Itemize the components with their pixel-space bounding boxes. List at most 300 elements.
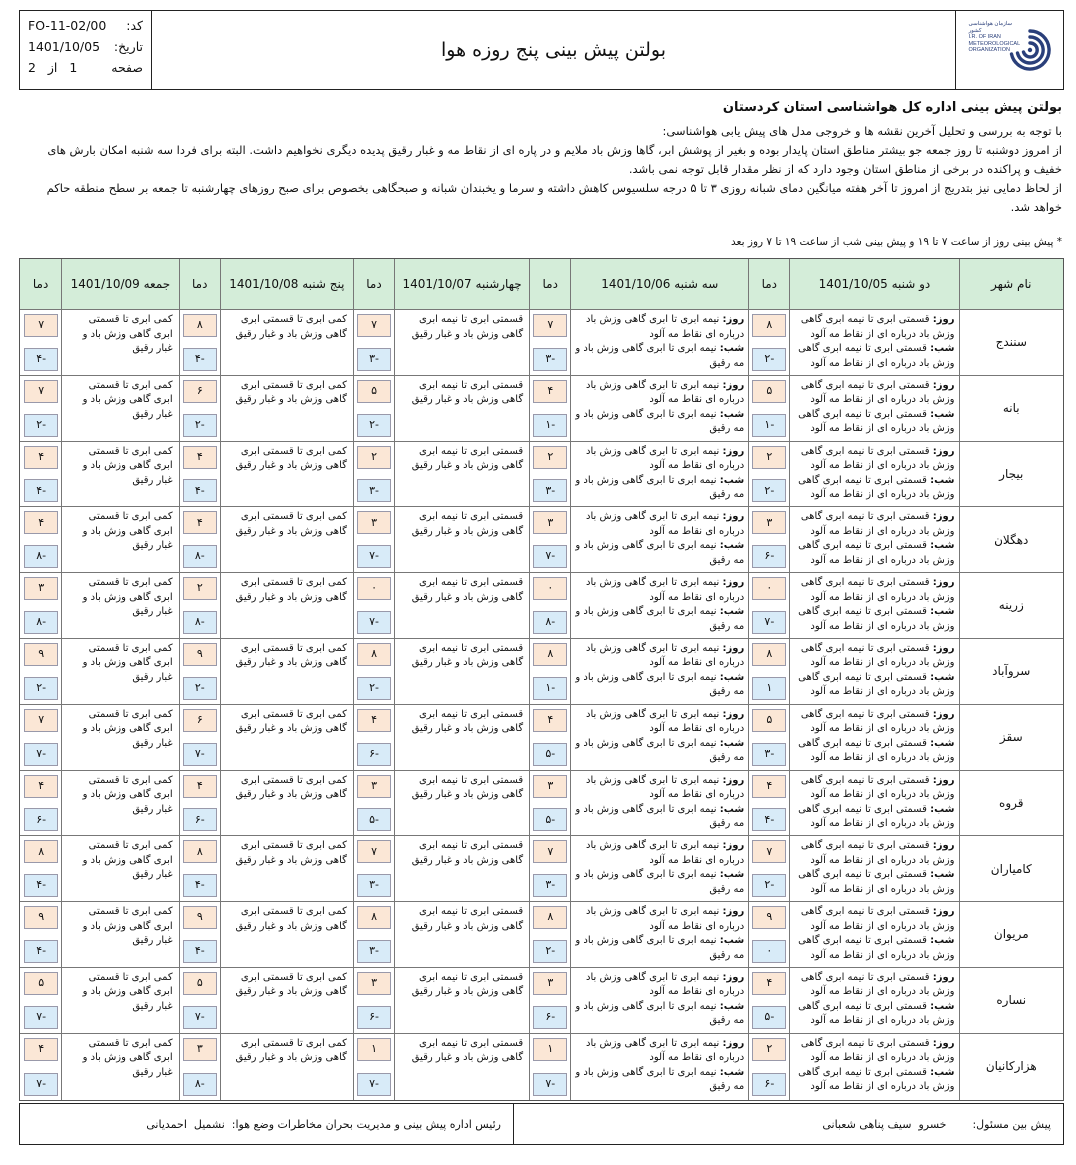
- temp-min: -۶: [357, 1006, 391, 1029]
- day-label: روز:: [722, 971, 745, 983]
- temp-min: -۲: [183, 414, 217, 437]
- chief-first-name: نشمیل: [193, 1117, 225, 1131]
- forecaster-cell: [513, 1104, 1063, 1144]
- temp-max: ۳: [533, 972, 567, 995]
- temp-min: -۷: [357, 545, 391, 568]
- day-label: روز:: [722, 840, 745, 852]
- temp-max: ۰: [357, 577, 391, 600]
- forecast-cell: قسمتی ابری تا نیمه ابری گاهی وزش باد و غبار رقیق: [394, 639, 529, 704]
- day-label: روز:: [722, 511, 745, 523]
- temp-max: ۲: [752, 446, 786, 469]
- night-forecast: نیمه ابری تا ابری گاهی وزش باد و مه رقیق: [575, 671, 745, 698]
- forecast-cell: [789, 705, 958, 770]
- night-label: شب:: [930, 408, 955, 420]
- forecast-cell: کمی ابری تا قسمتی ابری گاهی وزش باد و غبار رقیق: [61, 639, 178, 704]
- temp-max: ۹: [183, 643, 217, 666]
- temp-min: -۵: [752, 1006, 786, 1029]
- temp-min: -۴: [183, 479, 217, 502]
- intro-heading: بولتن پیش بینی اداره کل هواشناسی استان کردستان: [722, 100, 1062, 115]
- forecast-cell: کمی ابری تا قسمتی ابری گاهی وزش باد و غبار رقیق: [61, 902, 178, 967]
- temp-cell: [529, 639, 570, 704]
- page-label: صفحه: [111, 60, 143, 75]
- temp-cell: [353, 573, 394, 638]
- forecast-cell: قسمتی ابری تا نیمه ابری گاهی وزش باد و غبار رقیق: [394, 836, 529, 901]
- logo-spiral-icon: [1007, 27, 1053, 73]
- night-forecast: نیمه ابری تا ابری گاهی وزش باد و مه رقیق: [575, 474, 745, 501]
- night-forecast: نیمه ابری تا ابری گاهی وزش باد و مه رقیق: [575, 1066, 745, 1093]
- day-label: روز:: [722, 314, 745, 325]
- night-forecast: نیمه ابری تا ابری گاهی وزش باد و مه رقیق: [575, 606, 745, 632]
- logo-text-fa: سازمان هواشناسی کشور: [968, 21, 1013, 34]
- forecast-cell: کمی ابری تا قسمتی ابری گاهی وزش باد و غبار رقیق: [220, 902, 353, 967]
- forecast-cell: قسمتی ابری تا نیمه ابری گاهی وزش باد و غبار رقیق: [394, 310, 529, 375]
- forecast-cell: [789, 771, 958, 836]
- table-row: [20, 442, 1063, 508]
- temp-cell: [353, 771, 394, 836]
- header-day-5: جمعه 1401/10/09: [61, 259, 178, 309]
- night-label: شب:: [930, 737, 955, 749]
- logo-text-en: I.R. OF IRAN METEOROLOGICAL ORGANIZATION: [968, 34, 1020, 53]
- date-label: تاریخ:: [113, 39, 143, 54]
- day-label: روز:: [932, 840, 955, 852]
- night-label: شب:: [719, 1066, 745, 1078]
- temp-max: ۴: [533, 380, 567, 403]
- temp-min: -۷: [752, 611, 786, 634]
- intro-paragraph-2: از امروز دوشنبه تا روز جمعه جو بیشتر مناطق استان پایدار بوده و بغیر از پوشش ابر، گاها وزش باد ملایم و در پاره ای از نقاط مه و غبار رقیق پدیده دیگری نخواهیم داشت. البته برای فردا سه شنبه امکان بارش های خفیف و پراکنده در برخی از مناطق استان وجود دارد که از نظر مقدار قابل توجه نمی باشد.: [47, 143, 1062, 176]
- forecast-cell: کمی ابری تا قسمتی ابری گاهی وزش باد و غبار رقیق: [61, 705, 178, 770]
- temp-min: -۳: [357, 479, 391, 502]
- day-forecast: نیمه ابری تا ابری گاهی وزش باد درباره ای نقاط مه آلود: [586, 1037, 745, 1064]
- temp-min: -۶: [183, 808, 217, 831]
- day-forecast: نیمه ابری تا ابری گاهی وزش باد درباره ای نقاط مه آلود: [586, 971, 745, 998]
- temp-min: -۷: [183, 1006, 217, 1029]
- day-label: روز:: [932, 774, 955, 786]
- night-forecast: قسمتی ابری تا نیمه ابری گاهی وزش باد درباره ای از نقاط مه آلود: [798, 737, 955, 764]
- temp-min: -۲: [533, 940, 567, 963]
- temp-min: -۴: [24, 348, 58, 371]
- day-forecast: قسمتی ابری تا نیمه ابری گاهی وزش باد درباره ای از نقاط مه آلود: [800, 774, 955, 801]
- forecast-cell: [789, 310, 958, 375]
- temp-min: -۶: [752, 1073, 786, 1096]
- temp-min: -۸: [183, 611, 217, 634]
- night-forecast: قسمتی ابری تا نیمه ابری گاهی وزش باد درباره ای از نقاط مه آلود: [798, 540, 955, 566]
- temp-cell: [179, 310, 220, 375]
- night-label: شب:: [930, 474, 955, 486]
- day-label: روز:: [722, 445, 745, 457]
- temp-cell: [20, 771, 61, 836]
- day-label: روز:: [932, 906, 955, 918]
- night-forecast: قسمتی ابری تا نیمه ابری گاهی وزش باد درباره ای از نقاط مه آلود: [798, 1066, 955, 1093]
- temp-cell: [529, 1034, 570, 1100]
- table-row: [20, 639, 1063, 705]
- temp-min: ۱: [752, 677, 786, 700]
- header-day-1: دو شنبه 1401/10/05: [789, 259, 958, 309]
- temp-cell: [353, 902, 394, 967]
- temp-min: -۴: [24, 479, 58, 502]
- day-label: روز:: [932, 511, 955, 523]
- city-name: سنندج: [959, 310, 1064, 375]
- forecast-cell: کمی ابری تا قسمتی ابری گاهی وزش باد و غبار رقیق: [220, 310, 353, 375]
- code-label: کد:: [126, 18, 143, 33]
- temp-min: -۷: [357, 1073, 391, 1096]
- temp-min: -۳: [533, 348, 567, 371]
- forecast-cell: کمی ابری تا قسمتی ابری گاهی وزش باد و غبار رقیق: [61, 310, 178, 375]
- forecast-cell: [789, 639, 958, 704]
- forecast-cell: کمی ابری تا قسمتی ابری گاهی وزش باد و غبار رقیق: [220, 968, 353, 1033]
- table-header-row: [20, 259, 1063, 310]
- temp-min: -۶: [533, 1006, 567, 1029]
- day-label: روز:: [722, 642, 745, 654]
- temp-max: ۲: [357, 446, 391, 469]
- temp-min: -۸: [183, 1073, 217, 1096]
- city-name: نساره: [959, 968, 1064, 1033]
- temp-min: -۳: [533, 479, 567, 502]
- day-label: روز:: [932, 577, 955, 589]
- night-label: شب:: [930, 606, 955, 618]
- forecast-cell: قسمتی ابری تا نیمه ابری گاهی وزش باد و غبار رقیق: [394, 573, 529, 638]
- forecast-cell: کمی ابری تا قسمتی ابری گاهی وزش باد و غبار رقیق: [220, 442, 353, 507]
- temp-max: ۸: [24, 840, 58, 863]
- temp-max: ۱: [357, 1038, 391, 1061]
- temp-cell: [20, 705, 61, 770]
- temp-min: -۳: [357, 940, 391, 963]
- city-name: مریوان: [959, 902, 1064, 967]
- day-forecast: قسمتی ابری تا نیمه ابری گاهی وزش باد درباره ای از نقاط مه آلود: [800, 577, 955, 603]
- header-day-2: سه شنبه 1401/10/06: [570, 259, 748, 309]
- night-label: شب:: [930, 540, 955, 552]
- night-label: شب:: [719, 1000, 745, 1012]
- temp-cell: [529, 836, 570, 901]
- temp-max: ۰: [533, 577, 567, 600]
- temp-max: ۲: [752, 1038, 786, 1061]
- temp-cell: [748, 1034, 789, 1100]
- city-name: بانه: [959, 376, 1064, 441]
- header-temp-4: دما: [179, 259, 220, 309]
- night-label: شب:: [930, 1066, 955, 1078]
- forecast-cell: کمی ابری تا قسمتی ابری گاهی وزش باد و غبار رقیق: [220, 507, 353, 572]
- temp-min: -۸: [533, 611, 567, 634]
- forecast-cell: [570, 771, 748, 836]
- temp-max: ۸: [183, 840, 217, 863]
- day-forecast: قسمتی ابری تا نیمه ابری گاهی وزش باد درباره ای از نقاط مه آلود: [800, 906, 955, 932]
- forecast-cell: [570, 507, 748, 572]
- temp-min: -۳: [752, 743, 786, 766]
- temp-max: ۴: [183, 775, 217, 798]
- city-name: قروه: [959, 771, 1064, 836]
- temp-cell: [748, 705, 789, 770]
- forecast-cell: کمی ابری تا قسمتی ابری گاهی وزش باد و غبار رقیق: [61, 968, 178, 1033]
- temp-cell: [529, 573, 570, 638]
- night-label: شب:: [719, 474, 745, 486]
- table-row: [20, 902, 1063, 968]
- signature-footer: [19, 1103, 1064, 1145]
- temp-min: -۴: [183, 874, 217, 897]
- night-label: شب:: [719, 803, 745, 815]
- temp-cell: [529, 705, 570, 770]
- temp-min: -۶: [752, 545, 786, 568]
- day-forecast: نیمه ابری تا ابری گاهی وزش باد درباره ای نقاط مه آلود: [586, 774, 745, 801]
- forecast-cell: [789, 968, 958, 1033]
- header-day-3: چهارشنبه 1401/10/07: [394, 259, 529, 309]
- temp-max: ۹: [183, 906, 217, 929]
- chief-label: رئیس اداره پیش بینی و مدیریت بحران مخاطرات وضع هوا:: [231, 1117, 501, 1131]
- city-name: سروآباد: [959, 639, 1064, 704]
- temp-max: ۳: [533, 511, 567, 534]
- night-forecast: قسمتی ابری تا نیمه ابری گاهی وزش باد درباره ای از نقاط مه آلود: [798, 935, 955, 961]
- forecast-cell: [570, 442, 748, 507]
- forecast-cell: کمی ابری تا قسمتی ابری گاهی وزش باد و غبار رقیق: [220, 1034, 353, 1100]
- day-label: روز:: [932, 708, 955, 720]
- day-forecast: قسمتی ابری تا نیمه ابری گاهی وزش باد درباره ای از نقاط مه آلود: [800, 840, 955, 866]
- day-forecast: قسمتی ابری تا نیمه ابری گاهی وزش باد درباره ای از نقاط مه آلود: [800, 971, 955, 998]
- forecast-cell: کمی ابری تا قسمتی ابری گاهی وزش باد و غبار رقیق: [220, 376, 353, 441]
- temp-max: ۶: [183, 380, 217, 403]
- meteorological-organization-logo: [965, 17, 1055, 83]
- forecast-cell: کمی ابری تا قسمتی ابری گاهی وزش باد و غبار رقیق: [220, 705, 353, 770]
- forecast-cell: قسمتی ابری تا نیمه ابری گاهی وزش باد و غبار رقیق: [394, 442, 529, 507]
- temp-cell: [353, 442, 394, 507]
- header-city: نام شهر: [959, 259, 1064, 309]
- temp-cell: [353, 639, 394, 704]
- temp-min: -۲: [24, 677, 58, 700]
- temp-cell: [179, 573, 220, 638]
- night-forecast: نیمه ابری تا ابری گاهی وزش باد و مه رقیق: [575, 869, 745, 895]
- temp-cell: [748, 771, 789, 836]
- temp-cell: [20, 836, 61, 901]
- date-value: 1401/10/05: [28, 39, 101, 54]
- night-label: شب:: [719, 671, 745, 683]
- temp-min: -۱: [752, 414, 786, 437]
- temp-cell: [748, 507, 789, 572]
- temp-max: ۷: [752, 840, 786, 863]
- temp-cell: [179, 442, 220, 507]
- forecast-cell: کمی ابری تا قسمتی ابری گاهی وزش باد و غبار رقیق: [220, 771, 353, 836]
- temp-min: -۵: [533, 808, 567, 831]
- day-forecast: قسمتی ابری تا نیمه ابری گاهی وزش باد درباره ای از نقاط مه آلود: [800, 1037, 955, 1064]
- night-forecast: نیمه ابری تا ابری گاهی وزش باد و مه رقیق: [575, 737, 745, 764]
- city-name: دهگلان: [959, 507, 1064, 572]
- temp-max: ۳: [357, 775, 391, 798]
- temp-cell: [20, 310, 61, 375]
- day-forecast: قسمتی ابری تا نیمه ابری گاهی وزش باد درباره ای از نقاط مه آلود: [800, 379, 955, 406]
- temp-min: -۲: [357, 677, 391, 700]
- document-meta: [20, 11, 152, 89]
- forecast-cell: کمی ابری تا قسمتی ابری گاهی وزش باد و غبار رقیق: [61, 376, 178, 441]
- forecast-cell: قسمتی ابری تا نیمه ابری گاهی وزش باد و غبار رقیق: [394, 968, 529, 1033]
- temp-min: -۲: [752, 479, 786, 502]
- day-label: روز:: [722, 774, 745, 786]
- temp-cell: [20, 442, 61, 507]
- night-forecast: قسمتی ابری تا نیمه ابری گاهی وزش باد درباره ای از نقاط مه آلود: [798, 343, 955, 369]
- temp-cell: [748, 376, 789, 441]
- night-forecast: قسمتی ابری تا نیمه ابری گاهی وزش باد درباره ای از نقاط مه آلود: [798, 869, 955, 895]
- temp-min: -۲: [357, 414, 391, 437]
- temp-max: ۷: [357, 840, 391, 863]
- temp-min: -۱: [533, 677, 567, 700]
- night-forecast: قسمتی ابری تا نیمه ابری گاهی وزش باد درباره ای از نقاط مه آلود: [798, 803, 955, 830]
- temp-min: -۲: [183, 677, 217, 700]
- temp-cell: [179, 376, 220, 441]
- day-forecast: نیمه ابری تا ابری گاهی وزش باد درباره ای نقاط مه آلود: [586, 708, 745, 735]
- night-label: شب:: [719, 606, 745, 618]
- temp-max: ۵: [752, 709, 786, 732]
- header-temp-2: دما: [529, 259, 570, 309]
- night-forecast: نیمه ابری تا ابری گاهی وزش باد و مه رقیق: [575, 935, 745, 961]
- day-label: روز:: [722, 708, 745, 720]
- day-forecast: نیمه ابری تا ابری گاهی وزش باد درباره ای نقاط مه آلود: [586, 511, 745, 537]
- forecaster-last-name: سیف پناهی شعبانی: [822, 1117, 912, 1131]
- temp-max: ۰: [752, 577, 786, 600]
- temp-min: -۴: [183, 348, 217, 371]
- temp-min: -۷: [24, 743, 58, 766]
- night-forecast: نیمه ابری تا ابری گاهی وزش باد و مه رقیق: [575, 408, 745, 435]
- table-row: [20, 1034, 1063, 1100]
- temp-max: ۳: [24, 577, 58, 600]
- day-forecast: نیمه ابری تا ابری گاهی وزش باد درباره ای نقاط مه آلود: [586, 906, 745, 932]
- header-temp-3: دما: [353, 259, 394, 309]
- forecast-cell: کمی ابری تا قسمتی ابری گاهی وزش باد و غبار رقیق: [61, 507, 178, 572]
- temp-max: ۳: [752, 511, 786, 534]
- day-forecast: نیمه ابری تا ابری گاهی وزش باد درباره ای نقاط مه آلود: [586, 577, 745, 603]
- temp-cell: [20, 507, 61, 572]
- temp-cell: [20, 902, 61, 967]
- temp-min: -۸: [24, 611, 58, 634]
- table-row: [20, 836, 1063, 902]
- temp-max: ۲: [533, 446, 567, 469]
- day-forecast: نیمه ابری تا ابری گاهی وزش باد درباره ای نقاط مه آلود: [586, 642, 745, 669]
- night-label: شب:: [930, 803, 955, 815]
- temp-max: ۷: [24, 380, 58, 403]
- temp-min: -۴: [24, 940, 58, 963]
- temp-max: ۵: [752, 380, 786, 403]
- temp-max: ۸: [752, 643, 786, 666]
- day-forecast: نیمه ابری تا ابری گاهی وزش باد درباره ای نقاط مه آلود: [586, 314, 745, 340]
- table-row: [20, 771, 1063, 837]
- temp-max: ۷: [357, 314, 391, 337]
- forecast-cell: قسمتی ابری تا نیمه ابری گاهی وزش باد و غبار رقیق: [394, 1034, 529, 1100]
- temp-cell: [179, 705, 220, 770]
- table-row: [20, 573, 1063, 639]
- temp-max: ۴: [752, 972, 786, 995]
- temp-min: -۷: [24, 1073, 58, 1096]
- temp-cell: [353, 836, 394, 901]
- temp-cell: [748, 968, 789, 1033]
- forecast-cell: [570, 573, 748, 638]
- forecast-cell: [789, 902, 958, 967]
- bulletin-header: [19, 10, 1064, 90]
- city-name: زرینه: [959, 573, 1064, 638]
- temp-max: ۸: [533, 643, 567, 666]
- temp-max: ۷: [24, 314, 58, 337]
- city-name: بیجار: [959, 442, 1064, 507]
- temp-max: ۴: [357, 709, 391, 732]
- temp-max: ۴: [183, 511, 217, 534]
- temp-max: ۵: [183, 972, 217, 995]
- table-row: [20, 310, 1063, 376]
- temp-min: -۲: [24, 414, 58, 437]
- temp-max: ۳: [357, 511, 391, 534]
- forecast-cell: قسمتی ابری تا نیمه ابری گاهی وزش باد و غبار رقیق: [394, 507, 529, 572]
- temp-min: -۳: [357, 874, 391, 897]
- temp-cell: [20, 1034, 61, 1100]
- forecaster-label: پیش بین مسئول:: [972, 1117, 1051, 1131]
- night-label: شب:: [930, 869, 955, 881]
- city-name: هزارکانیان: [959, 1034, 1064, 1100]
- intro-section: [17, 98, 1062, 217]
- temp-min: -۴: [24, 874, 58, 897]
- temp-cell: [179, 902, 220, 967]
- forecast-cell: کمی ابری تا قسمتی ابری گاهی وزش باد و غبار رقیق: [220, 639, 353, 704]
- night-forecast: نیمه ابری تا ابری گاهی وزش باد و مه رقیق: [575, 343, 745, 369]
- day-forecast: نیمه ابری تا ابری گاهی وزش باد درباره ای نقاط مه آلود: [586, 445, 745, 472]
- forecast-cell: [789, 507, 958, 572]
- temp-min: -۷: [24, 1006, 58, 1029]
- temp-cell: [529, 310, 570, 375]
- temp-max: ۷: [533, 314, 567, 337]
- temp-max: ۱: [533, 1038, 567, 1061]
- day-label: روز:: [932, 314, 955, 325]
- day-label: روز:: [722, 1037, 745, 1049]
- forecast-cell: [570, 310, 748, 375]
- forecast-cell: [570, 639, 748, 704]
- forecast-cell: [570, 705, 748, 770]
- temp-max: ۲: [183, 577, 217, 600]
- temp-cell: [353, 705, 394, 770]
- temp-cell: [179, 836, 220, 901]
- temp-min: -۵: [533, 743, 567, 766]
- forecast-cell: [570, 968, 748, 1033]
- table-row: [20, 705, 1063, 771]
- temp-cell: [20, 639, 61, 704]
- day-label: روز:: [932, 445, 955, 457]
- temp-max: ۴: [24, 511, 58, 534]
- intro-paragraph-1: با توجه به بررسی و تحلیل آخرین نقشه ها و خروجی مدل های پیش یابی هواشناسی:: [662, 124, 1062, 138]
- forecast-cell: قسمتی ابری تا نیمه ابری گاهی وزش باد و غبار رقیق: [394, 771, 529, 836]
- code-value: FO-11-02/00: [28, 18, 107, 33]
- temp-cell: [529, 507, 570, 572]
- forecast-table: [19, 258, 1064, 1101]
- header-temp-5: دما: [20, 259, 61, 309]
- temp-cell: [179, 771, 220, 836]
- intro-paragraph-3: از لحاظ دمایی نیز بتدریج از امروز تا آخر هفته میانگین دمای شبانه روزی ۳ تا ۵ درجه سلسیوس کاهش داشته و سرما و یخبندان شبانه و صبحگاهی بخصوص برای صبح روزهای چهارشنبه تا جمعه بر سطح منطقه حاکم خواهد شد.: [46, 181, 1062, 214]
- temp-cell: [529, 902, 570, 967]
- temp-cell: [20, 573, 61, 638]
- temp-min: -۸: [183, 545, 217, 568]
- temp-max: ۵: [357, 380, 391, 403]
- temp-cell: [748, 310, 789, 375]
- temp-cell: [529, 968, 570, 1033]
- forecast-cell: قسمتی ابری تا نیمه ابری گاهی وزش باد و غبار رقیق: [394, 902, 529, 967]
- temp-max: ۴: [183, 446, 217, 469]
- day-forecast: قسمتی ابری تا نیمه ابری گاهی وزش باد درباره ای از نقاط مه آلود: [800, 314, 955, 340]
- temp-min: -۲: [752, 874, 786, 897]
- page-of: از: [47, 60, 58, 75]
- day-forecast: قسمتی ابری تا نیمه ابری گاهی وزش باد درباره ای از نقاط مه آلود: [800, 642, 955, 669]
- night-label: شب:: [719, 869, 745, 881]
- forecast-cell: کمی ابری تا قسمتی ابری گاهی وزش باد و غبار رقیق: [61, 771, 178, 836]
- temp-cell: [179, 507, 220, 572]
- night-forecast: نیمه ابری تا ابری گاهی وزش باد و مه رقیق: [575, 803, 745, 830]
- temp-max: ۸: [357, 906, 391, 929]
- chief-cell: [20, 1104, 513, 1144]
- temp-max: ۷: [24, 709, 58, 732]
- temp-cell: [179, 968, 220, 1033]
- temp-max: ۳: [183, 1038, 217, 1061]
- city-name: کامیاران: [959, 836, 1064, 901]
- temp-cell: [748, 902, 789, 967]
- temp-min: -۷: [183, 743, 217, 766]
- temp-cell: [353, 376, 394, 441]
